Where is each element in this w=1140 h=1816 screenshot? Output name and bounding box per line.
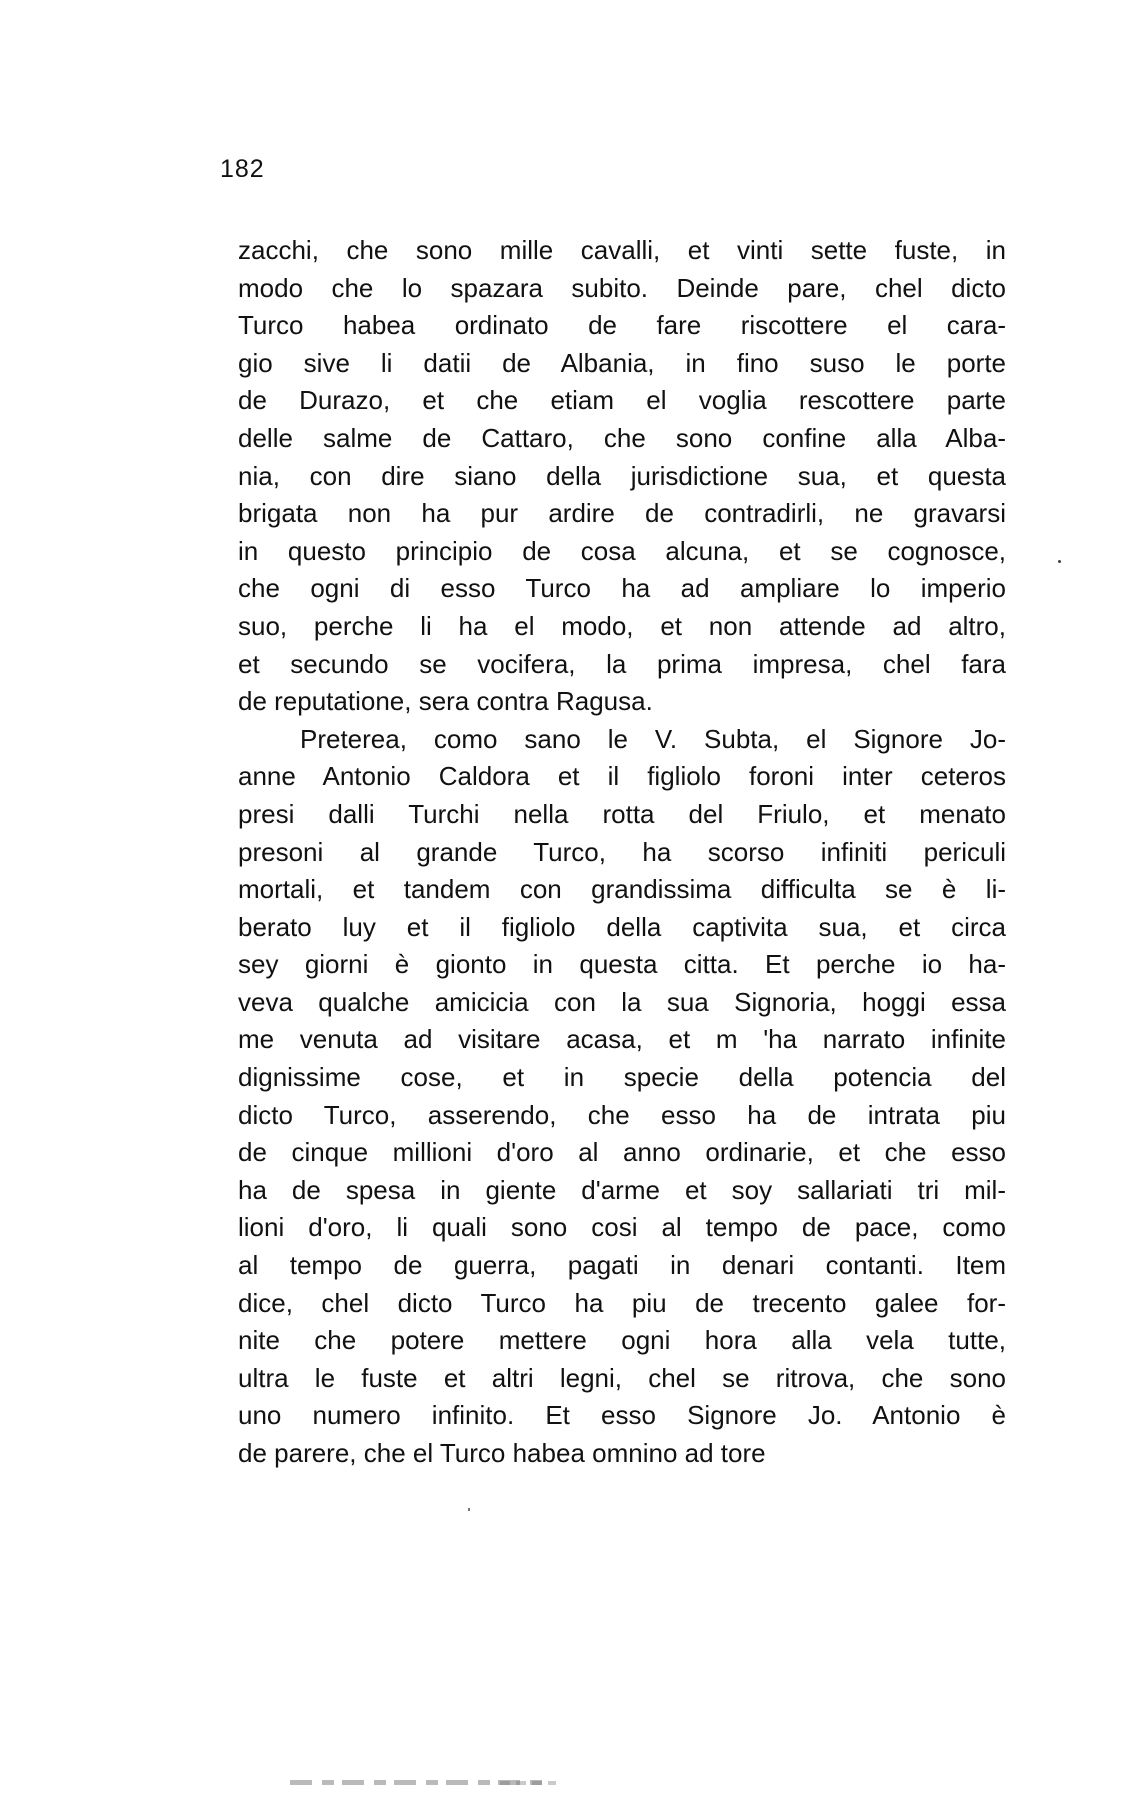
text-line-17: presoni al grande Turco, ha scorso infiniti periculi: [238, 836, 1006, 867]
text-line-2: modo che lo spazara subito. Deinde pare, chel dicto: [238, 272, 1006, 303]
text-line-7: nia, con dire siano della jurisdictione sua, et questa: [238, 460, 1006, 491]
text-line-27: lioni d'oro, li quali sono cosi al tempo de pace, como: [238, 1212, 1006, 1243]
text-line-33: de parere, che el Turco habea omnino ad tore: [238, 1438, 766, 1468]
text-line-28: al tempo de guerra, pagati in denari contanti. Item: [238, 1250, 1006, 1281]
text-line-10: che ogni di esso Turco ha ad ampliare lo imperio: [238, 573, 1006, 604]
text-line-18: mortali, et tandem con grandissima difficulta se è li-: [238, 874, 1006, 905]
text-line-11: suo, perche li ha el modo, et non attende ad altro,: [238, 610, 1006, 641]
footer-scan-smudge-small: [500, 1781, 556, 1785]
text-line-21: veva qualche amicicia con la sua Signoria, hoggi essa: [238, 986, 1006, 1017]
text-line-13: de reputatione, sera contra Ragusa.: [238, 686, 653, 717]
text-line-30: nite che potere mettere ogni hora alla vela tutte,: [238, 1325, 1006, 1356]
text-line-8: brigata non ha pur ardire de contradirli, ne gravarsi: [238, 498, 1006, 529]
body-text: [238, 232, 1006, 1473]
text-line-32: uno numero infinito. Et esso Signore Jo. Antonio è: [238, 1400, 1006, 1431]
text-line-26: ha de spesa in giente d'arme et soy sallariati tri mil-: [238, 1174, 1006, 1205]
margin-dot-mark: [1058, 560, 1061, 563]
text-line-22: me venuta ad visitare acasa, et m 'ha narrato infinite: [238, 1024, 1006, 1055]
text-line-12: et secundo se vocifera, la prima impresa, chel fara: [238, 648, 1006, 679]
text-line-5: de Durazo, et che etiam el voglia rescottere parte: [238, 385, 1006, 416]
text-line-1: zacchi, che sono mille cavalli, et vinti sette fuste, in: [238, 235, 1006, 265]
text-line-6: delle salme de Cattaro, che sono confine alla Alba-: [238, 422, 1006, 453]
text-line-19: berato luy et il figliolo della captivita sua, et circa: [238, 911, 1006, 942]
text-line-20: sey giorni è gionto in questa citta. Et perche io ha-: [238, 949, 1006, 980]
text-line-14: Preterea, como sano le V. Subta, el Signore Jo-: [300, 723, 1006, 754]
text-line-16: presi dalli Turchi nella rotta del Friulo, et menato: [238, 798, 1006, 829]
text-line-4: gio sive li datii de Albania, in fino suso le porte: [238, 347, 1006, 378]
text-line-3: Turco habea ordinato de fare riscottere el cara-: [238, 310, 1006, 341]
text-line-31: ultra le fuste et altri legni, chel se ritrova, che sono: [238, 1362, 1006, 1393]
text-line-25: de cinque millioni d'oro al anno ordinarie, et che esso: [238, 1137, 1006, 1168]
bottom-dot-mark: [468, 1508, 470, 1511]
text-line-29: dice, chel dicto Turco ha piu de trecento galee for-: [238, 1287, 1006, 1318]
text-line-24: dicto Turco, asserendo, che esso ha de intrata piu: [238, 1099, 1006, 1130]
text-line-23: dignissime cose, et in specie della potencia del: [238, 1062, 1006, 1093]
text-line-15: anne Antonio Caldora et il figliolo foroni inter ceteros: [238, 761, 1006, 792]
page-number: 182: [220, 155, 265, 183]
text-line-9: in questo principio de cosa alcuna, et se cognosce,: [238, 535, 1006, 566]
